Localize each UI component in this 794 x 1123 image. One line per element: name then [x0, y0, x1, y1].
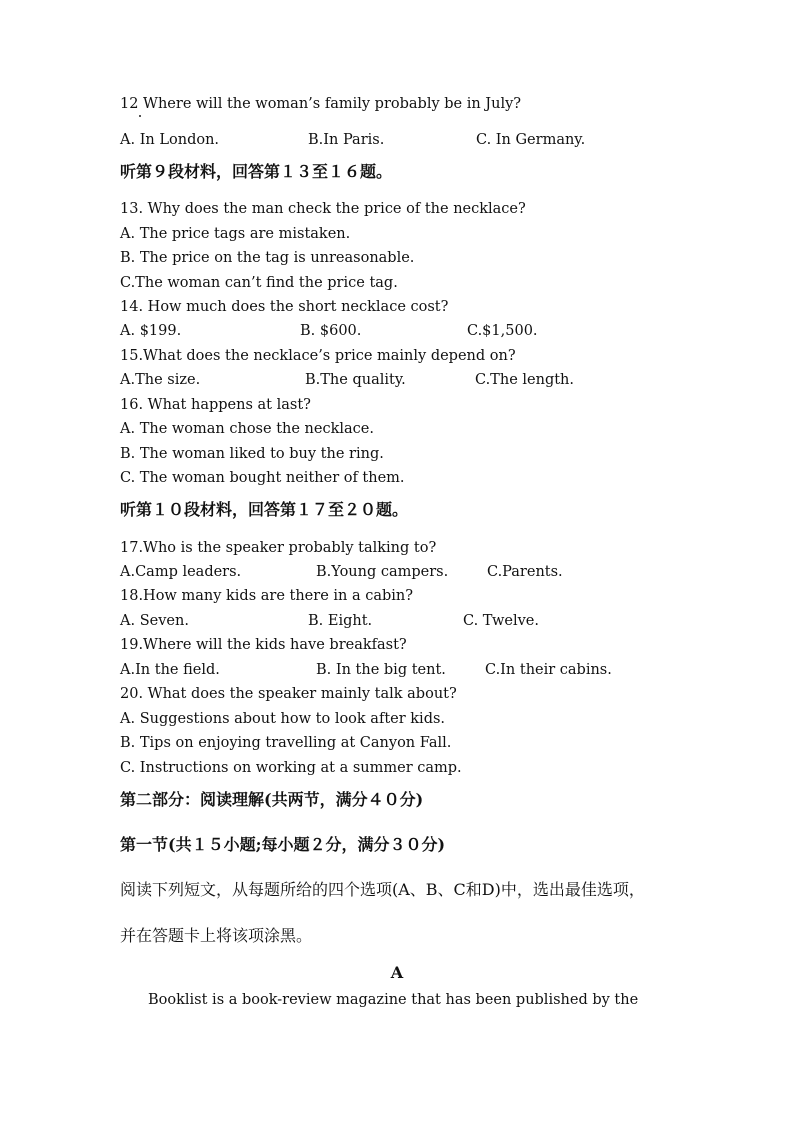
question-20: 20. What does the speaker mainly talk about?: [120, 686, 457, 702]
q13-option-a: A. The price tags are mistaken.: [120, 226, 351, 242]
passage-first-line: Booklist is a book-review magazine that has been published by the: [148, 992, 639, 1008]
instruction-line-1: 阅读下列短文，从每题所给的四个选项(A、B、C和D)中，选出最佳选项，: [120, 880, 645, 899]
q16-option-b: B. The woman liked to buy the ring.: [120, 446, 384, 462]
part-2-heading: 第二部分：阅读理解(共两节，满分４０分): [120, 790, 424, 809]
stray-mark: [139, 115, 141, 117]
section-9-heading: 听第９段材料，回答第１３至１６题。: [120, 162, 393, 181]
question-13: 13. Why does the man check the price of the necklace?: [120, 201, 526, 217]
q20-option-c: C. Instructions on working at a summer camp.: [120, 760, 462, 776]
question-16: 16. What happens at last?: [120, 397, 311, 413]
passage-label: A: [390, 963, 404, 982]
q12-option-c: C. In Germany.: [476, 132, 586, 148]
q14-option-b: B. $600.: [300, 323, 362, 339]
q12-option-b: B.In Paris.: [308, 132, 385, 148]
q17-option-c: C.Parents.: [487, 564, 563, 580]
q15-option-b: B.The quality.: [305, 372, 406, 388]
q12-option-a: A. In London.: [120, 132, 220, 148]
section-10-heading: 听第１０段材料，回答第１７至２０题。: [120, 500, 409, 519]
q18-option-c: C. Twelve.: [463, 613, 539, 629]
q17-option-a: A.Camp leaders.: [120, 564, 242, 580]
q15-option-a: A.The size.: [120, 372, 201, 388]
instruction-line-2: 并在答题卡上将该项涂黑。: [120, 926, 313, 945]
question-15: 15.What does the necklace’s price mainly depend on?: [120, 348, 516, 364]
q15-option-c: C.The length.: [475, 372, 575, 388]
question-18: 18.How many kids are there in a cabin?: [120, 588, 414, 604]
q20-option-a: A. Suggestions about how to look after kids.: [120, 711, 446, 727]
question-17: 17.Who is the speaker probably talking to?: [120, 540, 437, 556]
question-19: 19.Where will the kids have breakfast?: [120, 637, 407, 653]
q14-option-a: A. $199.: [120, 323, 182, 339]
q20-option-b: B. Tips on enjoying travelling at Canyon Fall.: [120, 735, 452, 751]
q18-option-a: A. Seven.: [120, 613, 189, 629]
q13-option-c: C.The woman can’t find the price tag.: [120, 275, 398, 291]
q17-option-b: B.Young campers.: [316, 564, 449, 580]
question-12: 12 Where will the woman’s family probably be in July?: [120, 96, 522, 112]
q19-option-a: A.In the field.: [120, 662, 220, 678]
q13-option-b: B. The price on the tag is unreasonable.: [120, 250, 415, 266]
section-1-heading: 第一节(共１５小题;每小题２分，满分３０分): [120, 835, 446, 854]
q19-option-b: B. In the big tent.: [316, 662, 446, 678]
question-14: 14. How much does the short necklace cost?: [120, 299, 449, 315]
q19-option-c: C.In their cabins.: [485, 662, 612, 678]
q14-option-c: C.$1,500.: [467, 323, 538, 339]
q16-option-c: C. The woman bought neither of them.: [120, 470, 405, 486]
q16-option-a: A. The woman chose the necklace.: [120, 421, 374, 437]
q18-option-b: B. Eight.: [308, 613, 373, 629]
